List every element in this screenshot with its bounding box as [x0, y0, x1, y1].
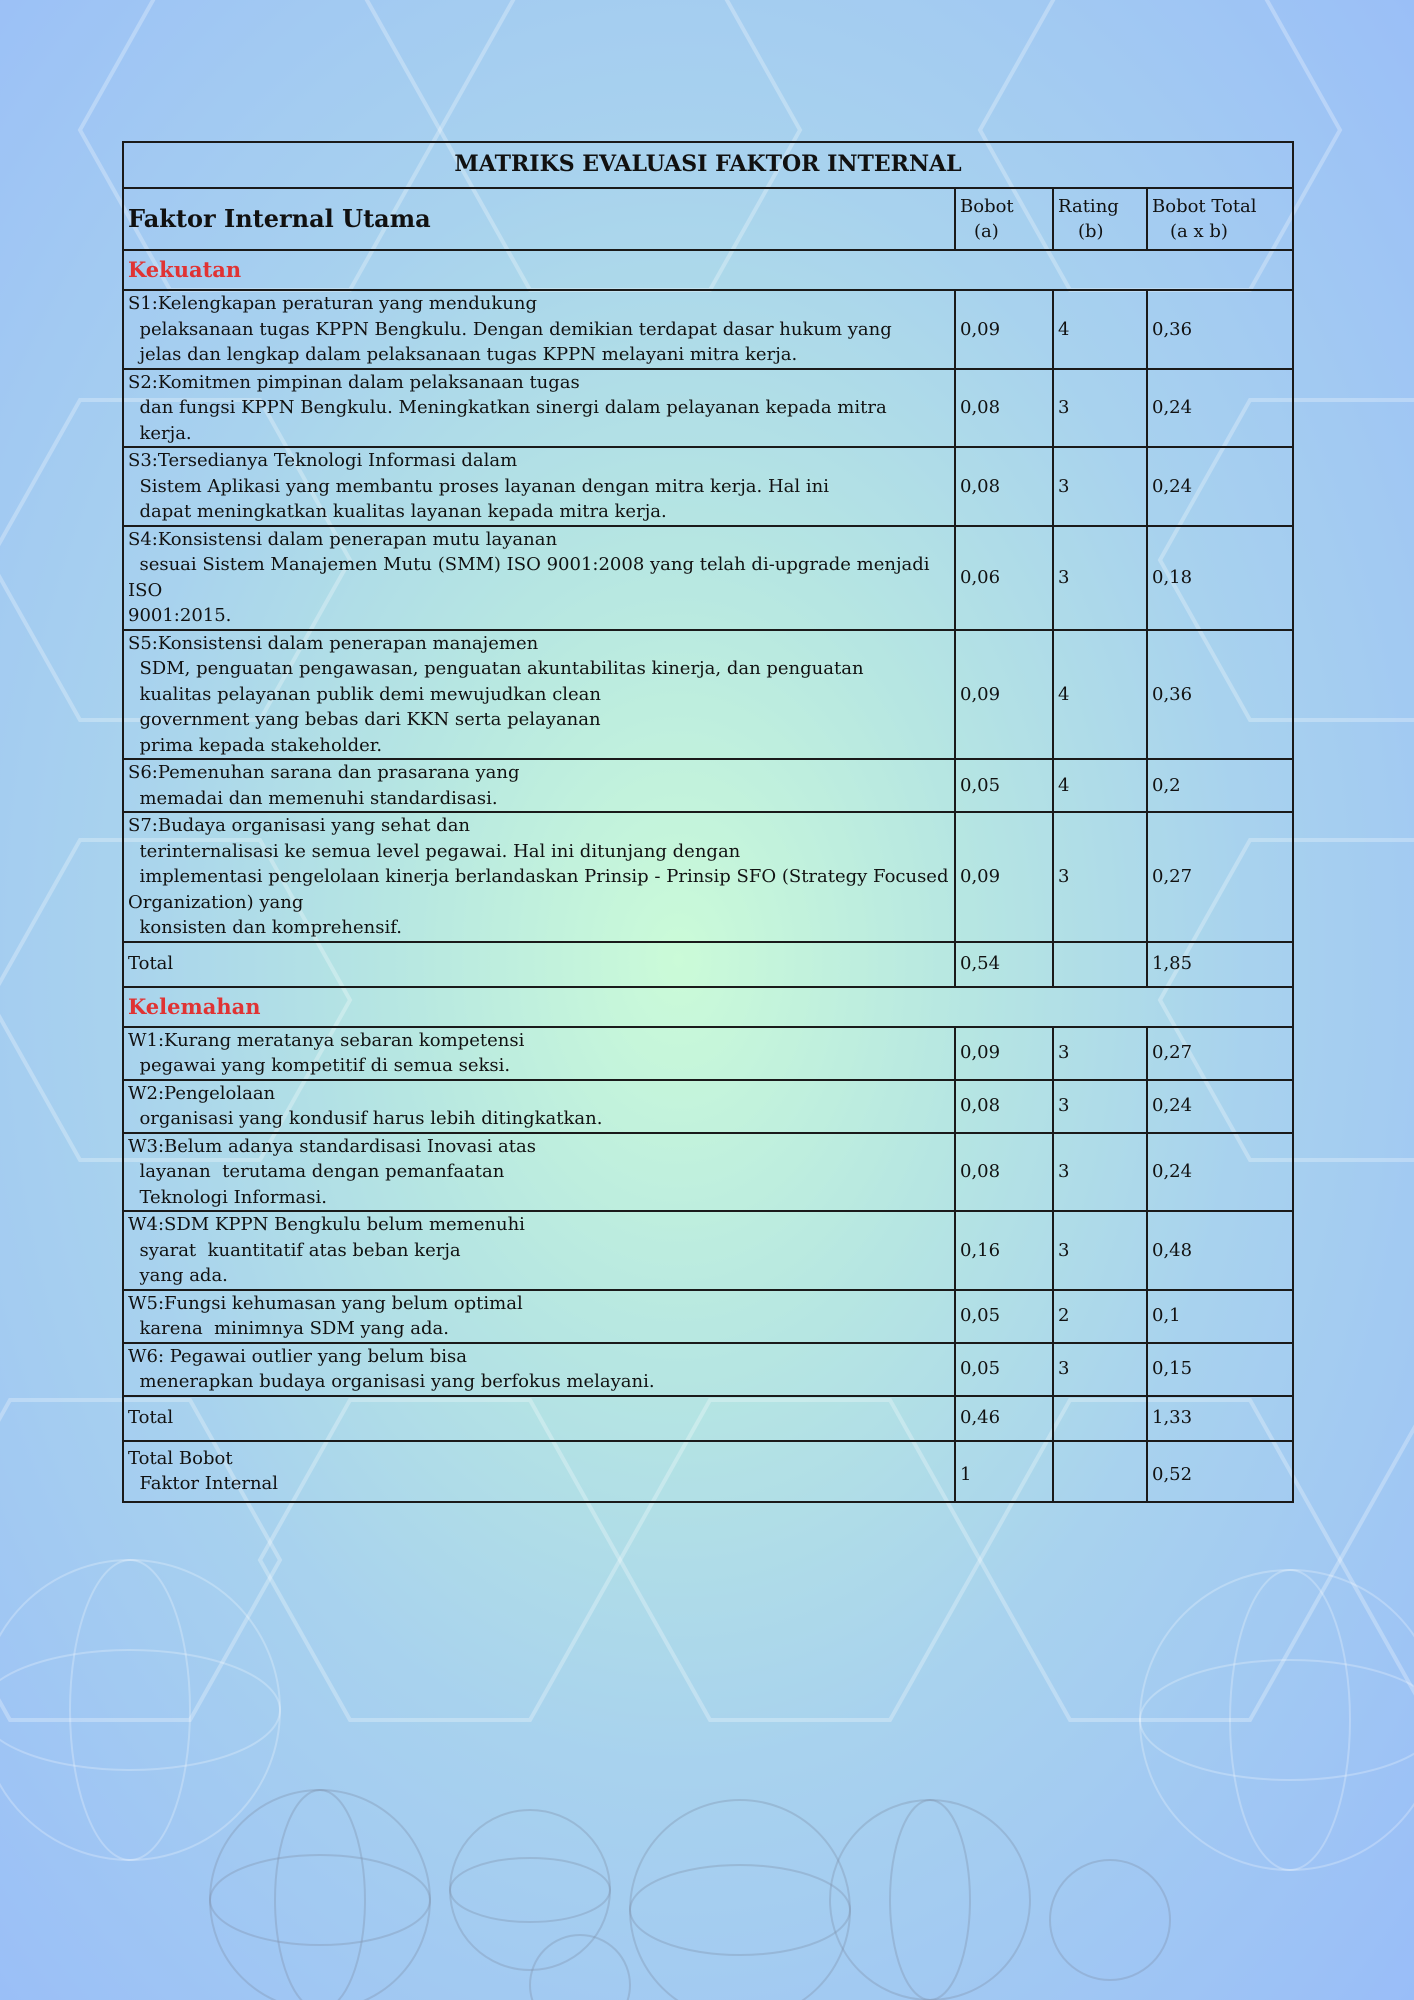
bobot-total-value: 0,27: [1147, 812, 1293, 942]
bobot-value: 0,08: [955, 369, 1053, 448]
factor-text: S3:Tersedianya Teknologi Informasi dalam Sistem Aplikasi yang membantu proses layanan dengan mitra kerja. Hal ini dapat meningkatkan kualitas layanan kepada mitra kerja.: [123, 447, 955, 526]
kelemahan-row: [123, 1343, 1293, 1396]
bobot-value: 0,09: [955, 1027, 1053, 1080]
bobot-total-value: 0,15: [1147, 1343, 1293, 1396]
rating-value: 2: [1053, 1290, 1147, 1343]
factor-text: S7:Budaya organisasi yang sehat dan terinternalisasi ke semua level pegawai. Hal ini ditunjang dengan implementasi pengelolaan kinerja berlandaskan Prinsip - Prinsip SFO (Strategy Focused Organization) yang konsisten dan komprehensif.: [123, 812, 955, 942]
factor-text: W1:Kurang meratanya sebaran kompetensi pegawai yang kompetitif di semua seksi.: [123, 1027, 955, 1080]
kelemahan-row: [123, 1080, 1293, 1133]
bobot-total-value: 0,18: [1147, 526, 1293, 630]
bobot-total-value: 0,27: [1147, 1027, 1293, 1080]
bobot-total-value: 0,52: [1147, 1441, 1293, 1502]
factor-header: Faktor Internal Utama: [123, 188, 955, 250]
rating-value: 4: [1053, 759, 1147, 812]
rating-value: 3: [1053, 369, 1147, 448]
bobot-total-value: 0,1: [1147, 1290, 1293, 1343]
rating-header: Rating (b): [1053, 188, 1147, 250]
rating-value: 3: [1053, 447, 1147, 526]
rating-value: [1053, 1396, 1147, 1441]
rating-value: 3: [1053, 1343, 1147, 1396]
bobot-header: Bobot (a): [955, 188, 1053, 250]
rating-value: 4: [1053, 290, 1147, 369]
kekuatan-row: [123, 290, 1293, 369]
rating-value: [1053, 942, 1147, 987]
kelemahan-total-row: [123, 1396, 1293, 1441]
factor-text: W6: Pegawai outlier yang belum bisa menerapkan budaya organisasi yang berfokus melayani.: [123, 1343, 955, 1396]
factor-text: Total: [123, 942, 955, 987]
evaluation-matrix: [122, 141, 1294, 1503]
kekuatan-section-row: [123, 250, 1293, 290]
bobot-value: 1: [955, 1441, 1053, 1502]
rating-value: 3: [1053, 1080, 1147, 1133]
kelemahan-section-label: Kelemahan: [123, 987, 1293, 1027]
kelemahan-row: [123, 1290, 1293, 1343]
bobot-value: 0,05: [955, 1290, 1053, 1343]
grand-total-row: [123, 1441, 1293, 1502]
kekuatan-row: [123, 526, 1293, 630]
bobot-total-value: 0,24: [1147, 447, 1293, 526]
kekuatan-row: [123, 369, 1293, 448]
kelemahan-row: [123, 1027, 1293, 1080]
rating-value: 4: [1053, 630, 1147, 760]
bobot-total-value: 0,48: [1147, 1211, 1293, 1290]
factor-text: S5:Konsistensi dalam penerapan manajemen SDM, penguatan pengawasan, penguatan akuntabilitas kinerja, dan penguatan kualitas pelayanan publik demi mewujudkan clean government yang bebas dari KKN serta pelayanan prima kepada stakeholder.: [123, 630, 955, 760]
kelemahan-row: [123, 1211, 1293, 1290]
factor-text: Total: [123, 1396, 955, 1441]
kekuatan-section-label: Kekuatan: [123, 250, 1293, 290]
bobot-value: 0,08: [955, 1133, 1053, 1212]
bobot-total-value: 0,24: [1147, 369, 1293, 448]
bobot-value: 0,09: [955, 290, 1053, 369]
bobot-total-value: 1,33: [1147, 1396, 1293, 1441]
factor-text: S6:Pemenuhan sarana dan prasarana yang memadai dan memenuhi standardisasi.: [123, 759, 955, 812]
bobot-value: 0,05: [955, 759, 1053, 812]
bobot-total-value: 0,24: [1147, 1080, 1293, 1133]
kekuatan-row: [123, 630, 1293, 760]
factor-text: W3:Belum adanya standardisasi Inovasi atas layanan terutama dengan pemanfaatan Teknologi Informasi.: [123, 1133, 955, 1212]
kekuatan-row: [123, 812, 1293, 942]
matrix-title: MATRIKS EVALUASI FAKTOR INTERNAL: [123, 142, 1293, 188]
header-row: [123, 188, 1293, 250]
kekuatan-total-row: [123, 942, 1293, 987]
factor-text: W4:SDM KPPN Bengkulu belum memenuhi syarat kuantitatif atas beban kerja yang ada.: [123, 1211, 955, 1290]
rating-value: 3: [1053, 812, 1147, 942]
rating-value: [1053, 1441, 1147, 1502]
bobot-total-value: 0,36: [1147, 290, 1293, 369]
rating-value: 3: [1053, 1211, 1147, 1290]
rating-value: 3: [1053, 1027, 1147, 1080]
title-row: [123, 142, 1293, 188]
kekuatan-row: [123, 759, 1293, 812]
bobot-total-value: 0,2: [1147, 759, 1293, 812]
bobot-total-value: 0,24: [1147, 1133, 1293, 1212]
factor-text: W2:Pengelolaan organisasi yang kondusif harus lebih ditingkatkan.: [123, 1080, 955, 1133]
bobot-total-value: 1,85: [1147, 942, 1293, 987]
rating-value: 3: [1053, 526, 1147, 630]
factor-text: W5:Fungsi kehumasan yang belum optimal karena minimnya SDM yang ada.: [123, 1290, 955, 1343]
factor-text: S2:Komitmen pimpinan dalam pelaksanaan tugas dan fungsi KPPN Bengkulu. Meningkatkan sinergi dalam pelayanan kepada mitra kerja.: [123, 369, 955, 448]
bobot-total-value: 0,36: [1147, 630, 1293, 760]
bobot-value: 0,09: [955, 630, 1053, 760]
bobot-value: 0,16: [955, 1211, 1053, 1290]
bobot-value: 0,08: [955, 1080, 1053, 1133]
kelemahan-row: [123, 1133, 1293, 1212]
factor-text: S1:Kelengkapan peraturan yang mendukung pelaksanaan tugas KPPN Bengkulu. Dengan demikian terdapat dasar hukum yang jelas dan lengkap dalam pelaksanaan tugas KPPN melayani mitra kerja.: [123, 290, 955, 369]
factor-text: Total Bobot Faktor Internal: [123, 1441, 955, 1502]
bobot-value: 0,05: [955, 1343, 1053, 1396]
kekuatan-row: [123, 447, 1293, 526]
bobot-value: 0,54: [955, 942, 1053, 987]
kelemahan-section-row: [123, 987, 1293, 1027]
rating-value: 3: [1053, 1133, 1147, 1212]
bobot-value: 0,08: [955, 447, 1053, 526]
bobot-value: 0,46: [955, 1396, 1053, 1441]
factor-text: S4:Konsistensi dalam penerapan mutu layanan sesuai Sistem Manajemen Mutu (SMM) ISO 9001:2008 yang telah di-upgrade menjadi ISO 9001:2015.: [123, 526, 955, 630]
bobot-value: 0,09: [955, 812, 1053, 942]
bobot-value: 0,06: [955, 526, 1053, 630]
bobot-total-header: Bobot Total (a x b): [1147, 188, 1293, 250]
